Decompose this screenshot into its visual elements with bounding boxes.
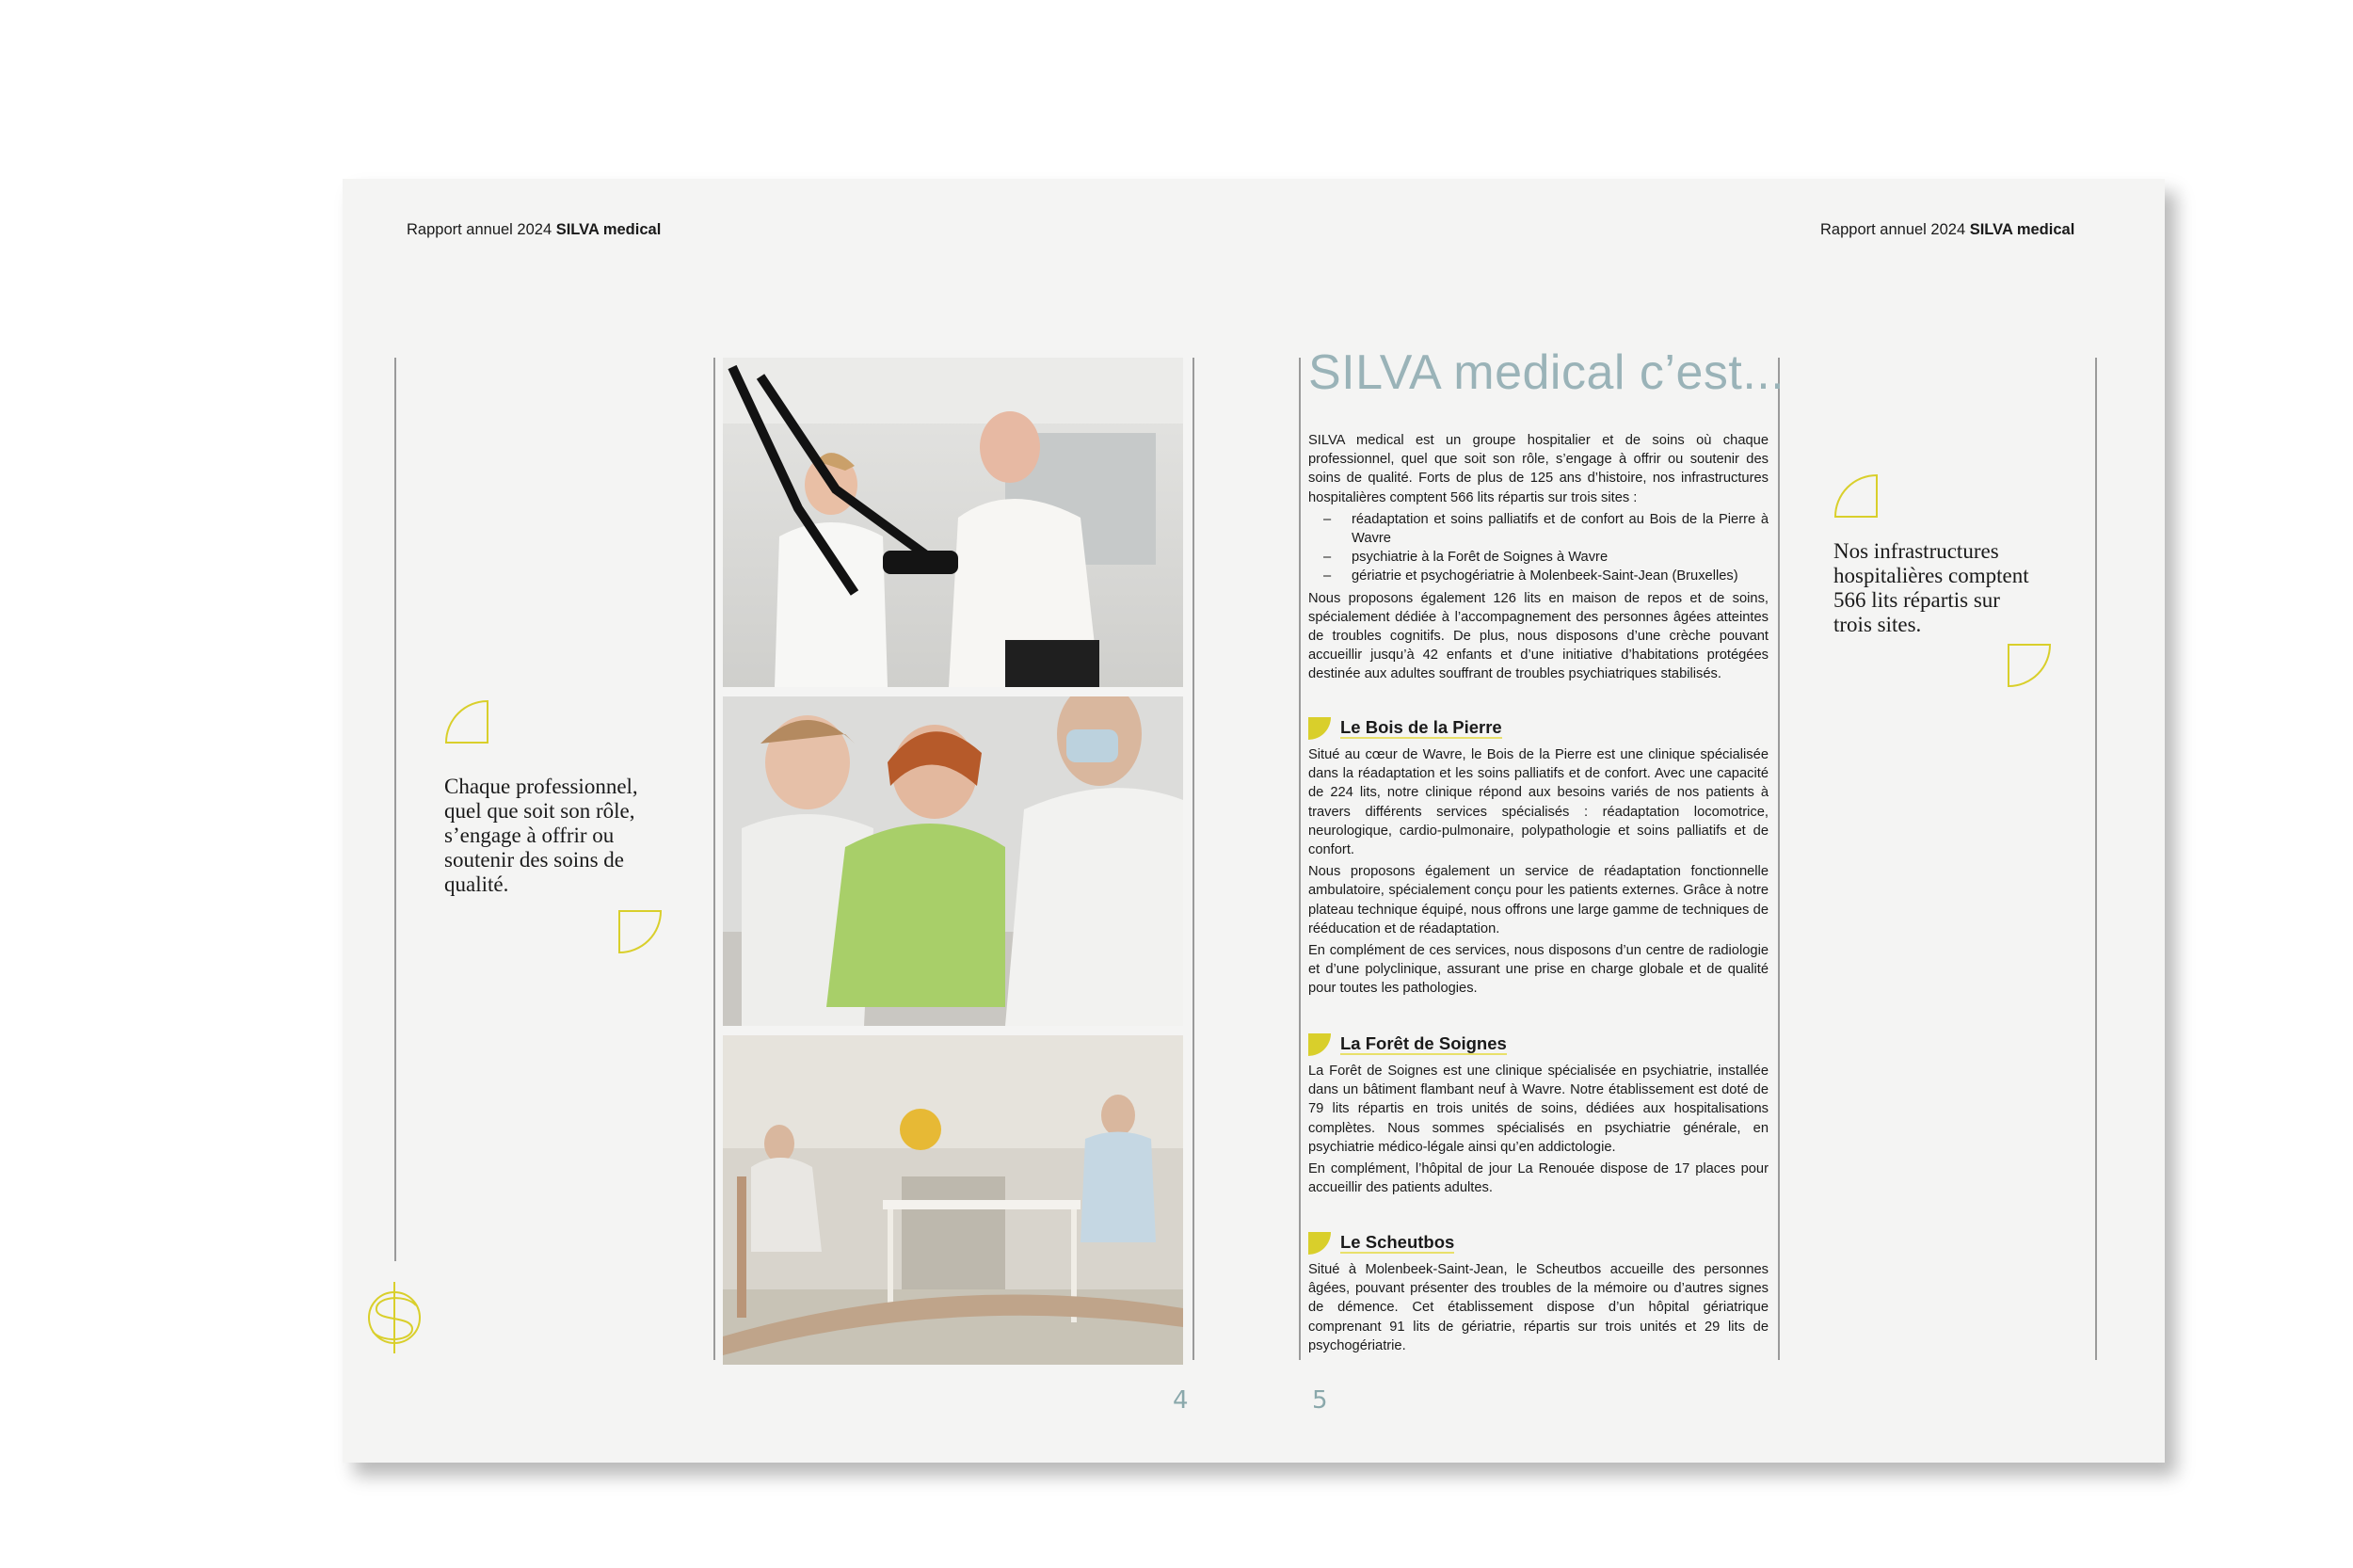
list-item: – gériatrie et psychogériatrie à Molenbeek-Saint-Jean (Bruxelles) [1323, 568, 1738, 584]
left-margin-rule [394, 358, 396, 1261]
silva-monogram-logo-icon [367, 1280, 422, 1355]
page-number-left: 4 [1173, 1386, 1189, 1415]
section-heading-scheutbos: Le Scheutbos [1308, 1232, 1454, 1255]
intro-paragraph: SILVA medical est un groupe hospitalier et de soins où chaque professionnel, quel que soit son rôle, s’engage à offrir ou soutenir des soins de qualité. Forts de plus de 125 ans d’histoire, nos infrastructures hospitalières comptent 566 lits répartis sur trois sites : [1308, 433, 1769, 505]
right-margin-rule [2095, 358, 2097, 1360]
text-column-right-rule [1778, 358, 1780, 1360]
pull-quote: Chaque professionnel, quel que soit son rôle, s’engage à offrir ou soutenir des soins de qualité. [444, 775, 638, 896]
quote-open-mark-icon [444, 699, 489, 744]
side-pull-quote: Nos infrastructures hospitalières comptent 566 lits répartis sur trois sites. [1833, 539, 2029, 636]
text-column-left-rule [1299, 358, 1301, 1360]
left-running-header: Rapport annuel 2024 SILVA medical [407, 221, 662, 238]
sites-list [1308, 510, 1769, 586]
right-running-header: Rapport annuel 2024 SILVA medical [1820, 221, 2075, 238]
quote-close-mark-icon [2007, 643, 2052, 688]
intro-paragraph-2: Nous proposons également 126 lits en maison de repos et de soins, spécialement dédiée à l’accompagnement des personnes âgées atteintes de troubles cognitifs. De plus, nous disposons d’une crèche pouvant accueillir jusqu’à 42 enfants et d’une initiative d’habitations protégées destinée aux adultes souffrant de troubles psychiatriques stabilisés. [1308, 590, 1769, 682]
section-body-bois-de-la-pierre: Situé au cœur de Wavre, le Bois de la Pierre est une clinique spécialisée dans la réadaptation et les soins palliatifs et de confort. Avec une capacité de 224 lits, notre clinique répond aux besoins variés de nos patients à travers différents services spécialisés : réadaptation locomotrice, neurologique, cardio-pulmonaire, polypathologie et soins palliatifs et de confort. Nous proposons également un service de réadaptation fonctionnelle ambulatoire, spécialement conçu pour les patients externes. Grâce à notre plateau technique équipé, nous offrons une large gamme de techniques de rééducation et de réadaptation. En complément de ces services, nous disposons d’un centre de radiologie et d’une polyclinique, assurant une prise en charge globale et de qualité pour toutes les pathologies. [1308, 747, 1769, 997]
section-heading-bois-de-la-pierre: Le Bois de la Pierre [1308, 717, 1502, 740]
section-marker-icon [1308, 1232, 1331, 1255]
photo-therapy-room [723, 1035, 1183, 1365]
section-marker-icon [1308, 717, 1331, 740]
photo-rehab-straps [723, 358, 1183, 687]
section-body-foret-de-soignes: La Forêt de Soignes est une clinique spécialisée en psychiatrie, installée dans un bâtiment flambant neuf à Wavre. Notre établissement est doté de 79 lits répartis en trois unités de soins, dédiées aux hospitalisations complètes. Nous sommes spécialisés en psychiatrie générale, en psychiatrie médico-légale ainsi qu’en addictologie. En complément, l’hôpital de jour La Renouée dispose de 17 places pour accueillir des patients adultes. [1308, 1064, 1769, 1196]
photo-column-right-rule [1193, 358, 1194, 1360]
quote-open-mark-icon [1833, 473, 1879, 519]
page-number-right: 5 [1312, 1386, 1328, 1415]
photo-column-left-rule [713, 358, 715, 1360]
quote-close-mark-icon [617, 909, 663, 954]
photo-nurses-patient [723, 696, 1183, 1026]
section-heading-foret-de-soignes: La Forêt de Soignes [1308, 1033, 1507, 1056]
page-title: SILVA medical c’est... [1308, 345, 1785, 400]
brochure-spread [343, 179, 2165, 1463]
section-marker-icon [1308, 1033, 1331, 1056]
section-body-scheutbos: Situé à Molenbeek-Saint-Jean, le Scheutbos accueille des personnes âgées, pouvant présenter des troubles de la mémoire ou d’autres signes de démence. Cet établissement dispose d’un hôpital gériatrique comprenant 91 lits de gériatrie, répartis sur trois unités et 29 lits de psychogériatrie. [1308, 1262, 1769, 1353]
list-item: – réadaptation et soins palliatifs et de confort au Bois de la Pierre à Wavre [1323, 511, 1769, 547]
list-item: – psychiatrie à la Forêt de Soignes à Wavre [1323, 550, 1609, 566]
intro-text [1308, 431, 1769, 687]
